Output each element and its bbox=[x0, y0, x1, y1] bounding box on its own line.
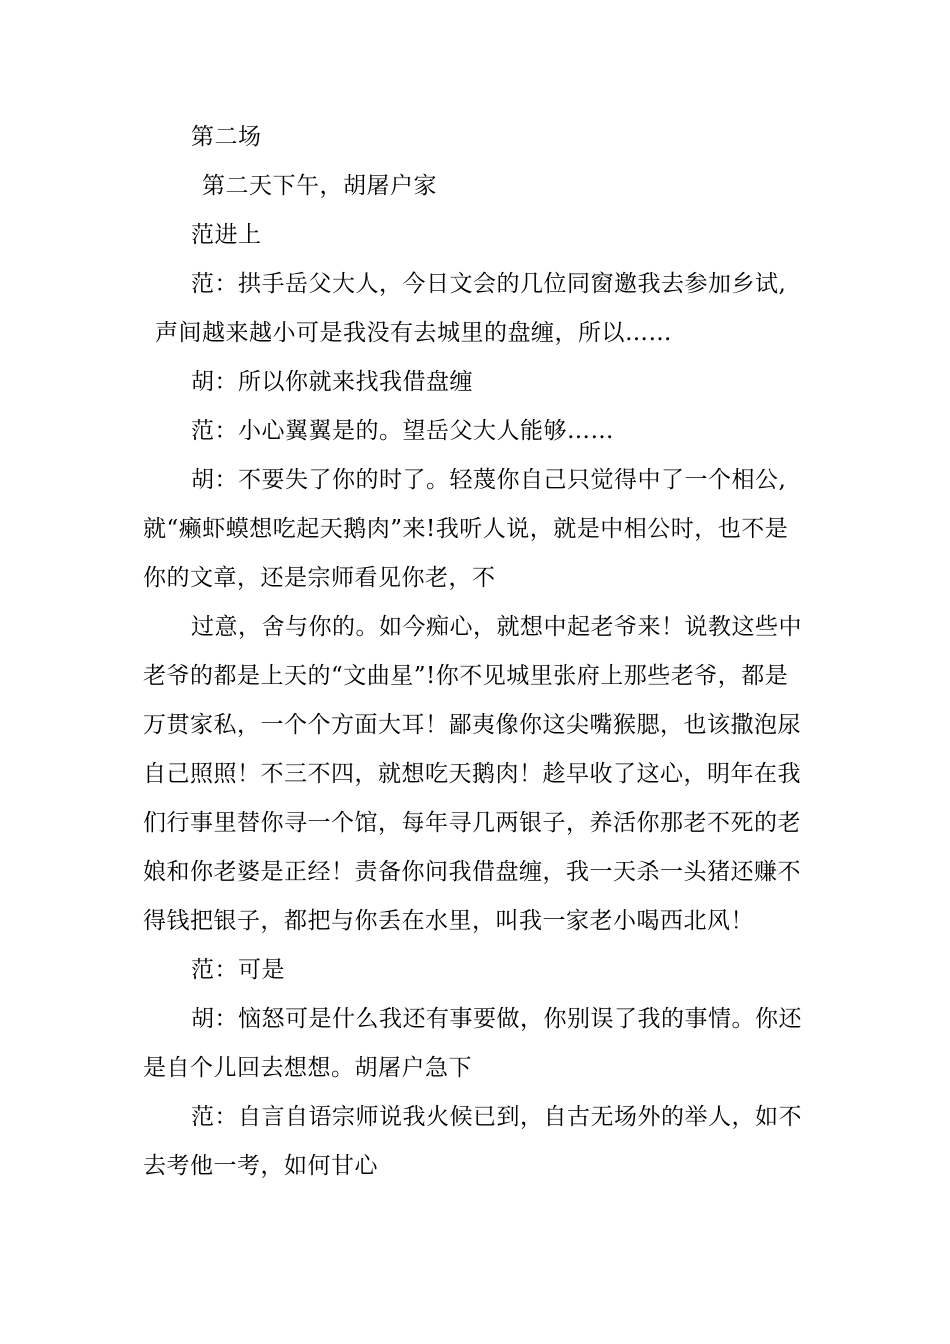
dialogue-line: 万贯家私，一个个方面大耳！鄙夷像你这尖嘴猴腮，也该撒泡尿 bbox=[143, 712, 801, 738]
dialogue-line: 声间越来越小可是我没有去城里的盘缠，所以…… bbox=[155, 320, 672, 346]
dialogue-line: 去考他一考，如何甘心 bbox=[143, 1153, 378, 1179]
dialogue-line: 娘和你老婆是正经！责备你问我借盘缠，我一天杀一头猪还赚不 bbox=[143, 859, 801, 885]
scene-setting: 第二天下午，胡屠户家 bbox=[202, 173, 437, 199]
stage-direction: 范进上 bbox=[191, 222, 262, 248]
dialogue-line: 胡：不要失了你的时了。轻蔑你自己只觉得中了一个相公, bbox=[191, 467, 787, 493]
dialogue-line: 老爷的都是上天的“文曲星”!你不见城里张府上那些老爷，都是 bbox=[143, 663, 789, 689]
dialogue-line: 范：可是 bbox=[191, 957, 285, 983]
dialogue-line: 范：自言自语宗师说我火候已到，自古无场外的举人，如不 bbox=[191, 1104, 802, 1130]
dialogue-line: 就“癞虾蟆想吃起天鹅肉”来!我听人说，就是中相公时，也不是 bbox=[143, 516, 789, 542]
dialogue-line: 得钱把银子，都把与你丢在水里，叫我一家老小喝西北风！ bbox=[143, 908, 754, 934]
dialogue-line: 范：小心翼翼是的。望岳父大人能够…… bbox=[191, 418, 614, 444]
scene-heading: 第二场 bbox=[191, 124, 262, 150]
dialogue-line: 自己照照！不三不四，就想吃天鹅肉！趁早收了这心，明年在我 bbox=[143, 761, 801, 787]
dialogue-line: 范：拱手岳父大人，今日文会的几位同窗邀我去参加乡试, bbox=[191, 271, 787, 297]
dialogue-line: 过意，舍与你的。如今痴心，就想中起老爷来！说教这些中 bbox=[191, 614, 802, 640]
dialogue-line: 胡：所以你就来找我借盘缠 bbox=[191, 369, 473, 395]
dialogue-line: 胡：恼怒可是什么我还有事要做，你别误了我的事情。你还 bbox=[191, 1006, 802, 1032]
dialogue-line: 是自个儿回去想想。胡屠户急下 bbox=[143, 1055, 472, 1081]
dialogue-line: 你的文章，还是宗师看见你老，不 bbox=[143, 565, 496, 591]
dialogue-line: 们行事里替你寻一个馆，每年寻几两银子，养活你那老不死的老 bbox=[143, 810, 801, 836]
